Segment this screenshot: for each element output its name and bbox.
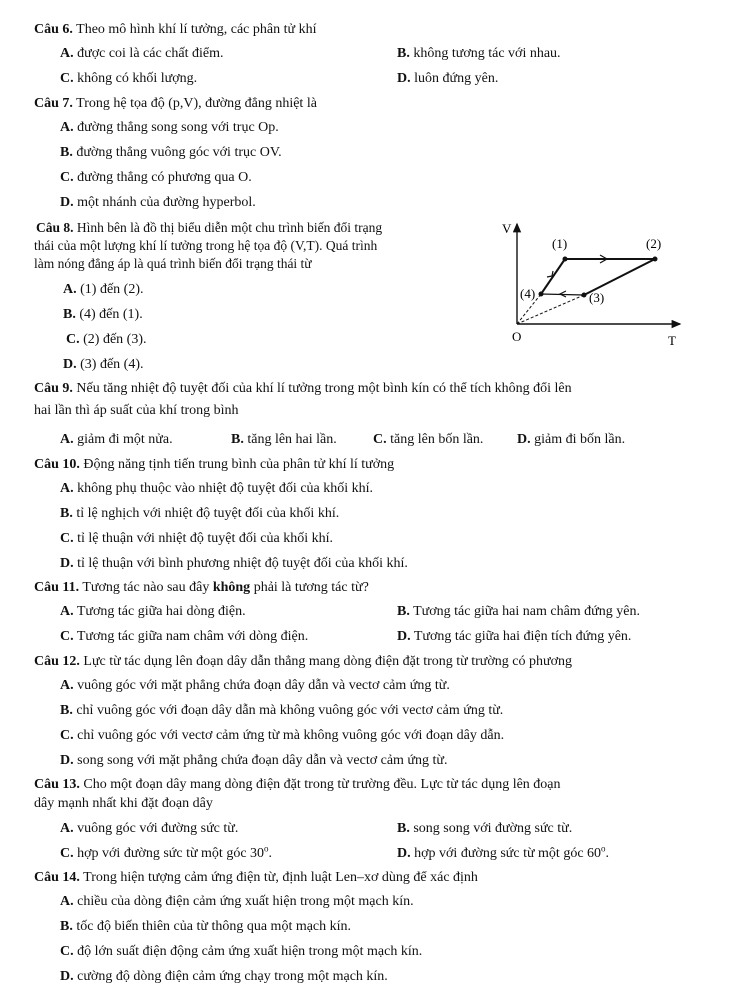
t-axis-label: T: [668, 333, 676, 348]
option-14a[interactable]: A. chiều của dòng điện cảm ứng xuất hiện trong một mạch kín.: [60, 894, 414, 909]
question-12: [34, 654, 714, 670]
point-4: [539, 292, 544, 297]
option-6c[interactable]: C. không có khối lượng.: [60, 71, 198, 86]
option-7a[interactable]: A. đường thẳng song song với trục Op.: [60, 120, 279, 135]
option-12d[interactable]: D. song song với mặt phẳng chứa đoạn dây dẫn và vectơ cảm ứng từ.: [60, 753, 448, 768]
option-8b[interactable]: B. (4) đến (1).: [63, 307, 143, 322]
option-14b[interactable]: B. tốc độ biến thiên của từ thông qua một mạch kín.: [60, 919, 352, 934]
option-8c[interactable]: C. (2) đến (3).: [66, 332, 147, 347]
question-number: Câu 12.: [34, 654, 80, 669]
option-10c[interactable]: C. tỉ lệ thuận với nhiệt độ tuyệt đối của khối khí.: [60, 531, 333, 546]
segment-4-1: [541, 259, 565, 294]
point-1: [563, 257, 568, 262]
origin-label: O: [512, 329, 522, 344]
option-8a[interactable]: A. (1) đến (2).: [63, 282, 144, 297]
question-8-line3: làm nóng đẳng áp là quá trình biến đổi trạng thái từ: [34, 256, 312, 271]
label-2: (2): [646, 236, 662, 251]
option-13a[interactable]: A. vuông góc với đường sức từ.: [60, 821, 239, 836]
option-9a[interactable]: A. giảm đi một nửa.: [60, 432, 173, 447]
option-7c[interactable]: C. đường thẳng có phương qua O.: [60, 170, 252, 185]
option-10d[interactable]: D. tỉ lệ thuận với bình phương nhiệt độ tuyệt đối của khối khí.: [60, 556, 408, 571]
label-1: (1): [552, 236, 568, 251]
question-text: Lực từ tác dụng lên đoạn dây dẫn thẳng mang dòng điện đặt trong từ trường có phương: [79, 654, 572, 669]
option-7b[interactable]: B. đường thẳng vuông góc với trục OV.: [60, 145, 282, 160]
question-13-line1: Câu 13. Cho một đoạn dây mang dòng điện đặt trong từ trường đều. Lực từ tác dụng lên đoạn: [34, 777, 561, 792]
label-3: (3): [589, 290, 605, 305]
question-10: [34, 457, 714, 473]
option-9c[interactable]: C. tăng lên bốn lần.: [373, 432, 484, 447]
question-number: Câu 6.: [34, 22, 73, 37]
point-2: [653, 257, 658, 262]
option-7d[interactable]: D. một nhánh của đường hyperbol.: [60, 195, 256, 210]
emphasis-not: không: [212, 580, 251, 595]
option-11a[interactable]: A. Tương tác giữa hai dòng điện.: [60, 604, 246, 619]
question-number: Câu 13.: [34, 777, 80, 792]
question-number: Câu 9.: [34, 381, 73, 396]
question-14: [34, 870, 714, 886]
question-text: Trong hiện tượng cảm ứng điện từ, định luật Len–xơ dùng để xác định: [79, 870, 478, 885]
question-6: [34, 22, 714, 38]
question-text: Trong hệ tọa độ (p,V), đường đẳng nhiệt là: [72, 96, 317, 111]
question-number: Câu 7.: [34, 96, 73, 111]
option-8d[interactable]: D. (3) đến (4).: [63, 357, 144, 372]
arrow-4-1: [547, 271, 553, 277]
label-4: (4): [520, 286, 536, 301]
option-12a[interactable]: A. vuông góc với mặt phẳng chứa đoạn dây dẫn và vectơ cảm ứng từ.: [60, 678, 450, 693]
option-12b[interactable]: B. chỉ vuông góc với đoạn dây dẫn mà không vuông góc với vectơ cảm ứng từ.: [60, 703, 504, 718]
question-number: Câu 14.: [34, 870, 80, 885]
option-13d[interactable]: D. hợp với đường sức từ một góc 60$^o$.: [397, 843, 610, 861]
option-13c[interactable]: C. hợp với đường sức từ một góc 30$^o$.: [60, 843, 273, 861]
option-9b[interactable]: B. tăng lên hai lần.: [231, 432, 337, 447]
question-number: Câu 11.: [34, 580, 80, 595]
question-7: [34, 96, 714, 112]
option-6b[interactable]: B. không tương tác với nhau.: [397, 46, 561, 61]
option-10b[interactable]: B. tỉ lệ nghịch với nhiệt độ tuyệt đối của khối khí.: [60, 506, 340, 521]
v-axis-label: V: [502, 221, 512, 236]
question-9-line1: Câu 9. Nếu tăng nhiệt độ tuyệt đối của khí lí tưởng trong một bình kín có thể tích không đổi lên: [34, 381, 572, 396]
option-11c[interactable]: C. Tương tác giữa nam châm với dòng điện.: [60, 629, 309, 644]
question-13-line2: dây mạnh nhất khi đặt đoạn dây: [34, 796, 213, 811]
option-6a[interactable]: A. được coi là các chất điểm.: [60, 46, 224, 61]
option-6d[interactable]: D. luôn đứng yên.: [397, 71, 499, 86]
question-text: Theo mô hình khí lí tưởng, các phân tử khí: [72, 22, 317, 37]
option-11b[interactable]: B. Tương tác giữa hai nam châm đứng yên.: [397, 604, 640, 619]
question-number: Câu 10.: [34, 457, 80, 472]
question-number: Câu 8.: [36, 220, 74, 235]
vt-cycle-diagram: [500, 218, 690, 353]
option-12c[interactable]: C. chỉ vuông góc với vectơ cảm ứng từ mà không vuông góc với đoạn dây dẫn.: [60, 728, 505, 743]
question-text: Động năng tịnh tiến trung bình của phân tử khí lí tưởng: [79, 457, 395, 472]
option-10a[interactable]: A. không phụ thuộc vào nhiệt độ tuyệt đối của khối khí.: [60, 481, 374, 496]
option-14c[interactable]: C. độ lớn suất điện động cảm ứng xuất hiện trong một mạch kín.: [60, 944, 423, 959]
point-3: [582, 293, 587, 298]
option-13b[interactable]: B. song song với đường sức từ.: [397, 821, 573, 836]
option-14d[interactable]: D. cường độ dòng điện cảm ứng chạy trong một mạch kín.: [60, 969, 388, 984]
question-11: Câu 11. Tương tác nào sau đây không phải là tương tác từ?: [34, 580, 369, 595]
question-8-line1: Câu 8. Hình bên là đồ thị biểu diễn một chu trình biến đổi trạng: [36, 220, 383, 235]
option-9d[interactable]: D. giảm đi bốn lần.: [517, 432, 626, 447]
question-9-line2: hai lần thì áp suất của khí trong bình: [34, 403, 239, 418]
question-8-line2: thái của một lượng khí lí tưởng trong hệ tọa độ (V,T). Quá trình: [34, 238, 378, 253]
option-11d[interactable]: D. Tương tác giữa hai điện tích đứng yên.: [397, 629, 632, 644]
